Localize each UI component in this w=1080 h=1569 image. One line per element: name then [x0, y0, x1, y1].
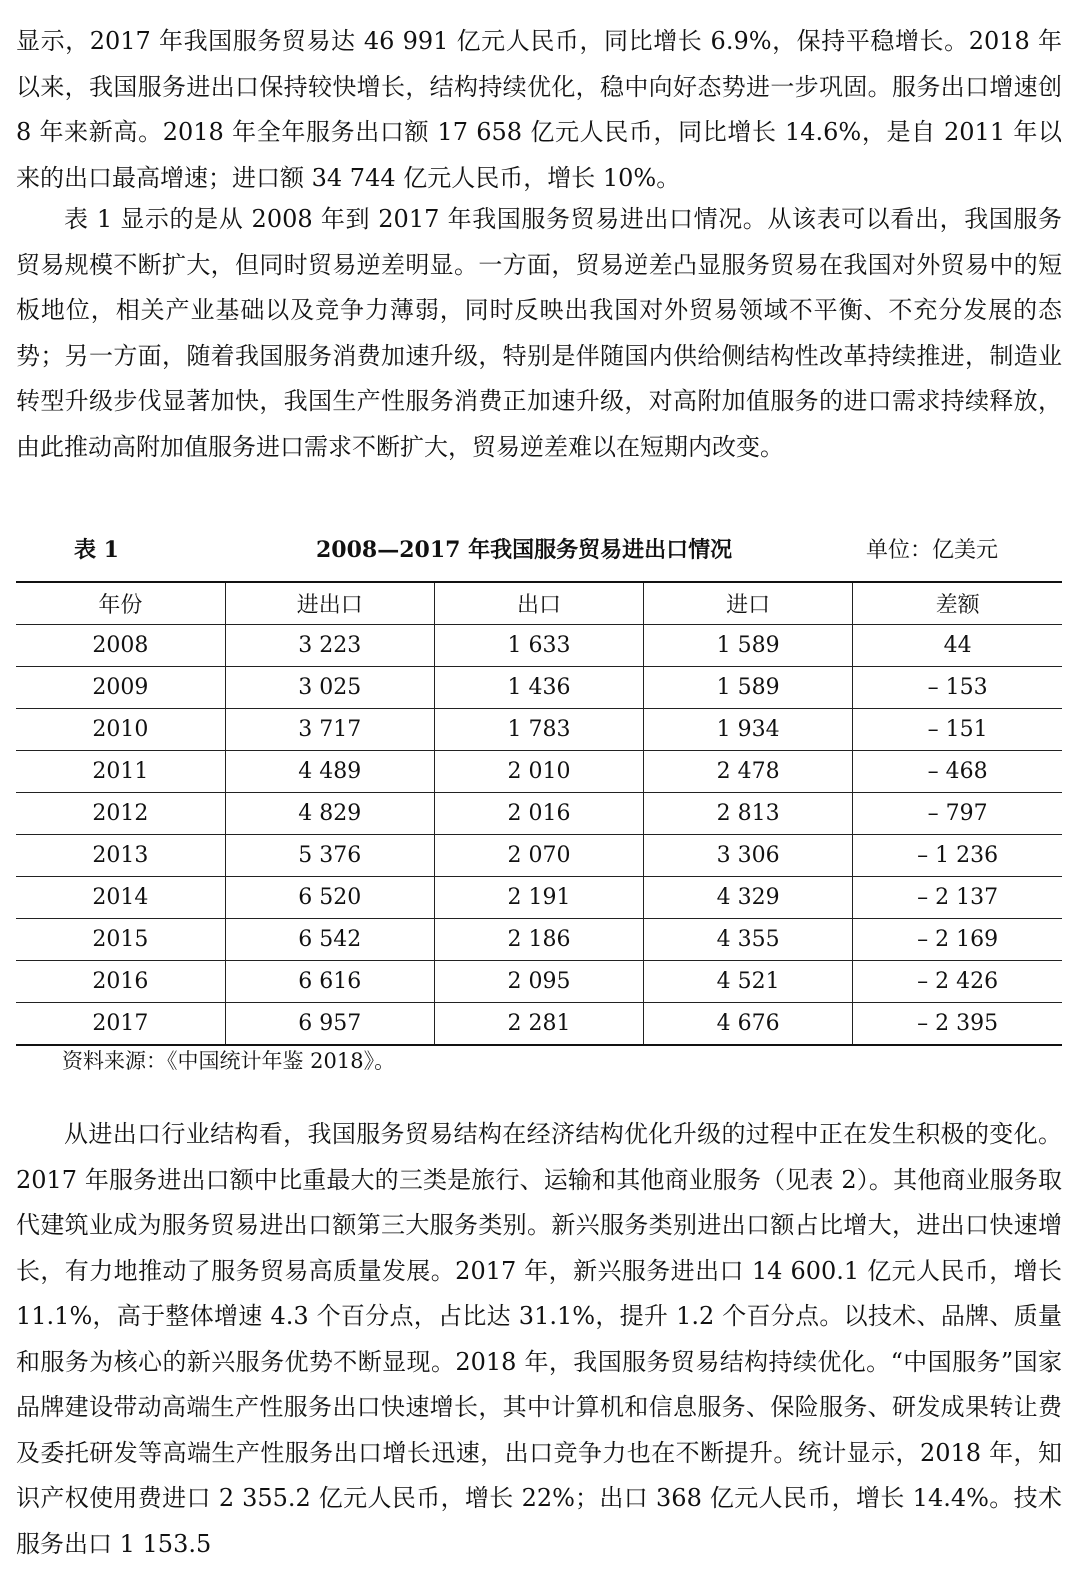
cell-year: 2009 [16, 667, 225, 709]
cell-total: 6 520 [225, 877, 434, 919]
cell-year: 2008 [16, 625, 225, 667]
cell-total: 6 957 [225, 1003, 434, 1046]
cell-export: 1 436 [434, 667, 643, 709]
cell-export: 1 633 [434, 625, 643, 667]
cell-balance: – 468 [853, 751, 1062, 793]
cell-year: 2011 [16, 751, 225, 793]
cell-export: 2 016 [434, 793, 643, 835]
table-row [16, 919, 1062, 961]
cell-import: 3 306 [644, 835, 853, 877]
cell-import: 4 355 [644, 919, 853, 961]
paragraph-3: 从进出口行业结构看，我国服务贸易结构在经济结构优化升级的过程中正在发生积极的变化。2017 年服务进出口额中比重最大的三类是旅行、运输和其他商业服务（见表 2）。其他商业服务取代建筑业成为服务贸易进出口额第三大服务类别。新兴服务类别进出口额占比增大，进出口快速增长，有力地推动了服务贸易高质量发展。2017 年，新兴服务进出口 14 600.1 亿元人民币，增长 11.1%，高于整体增速 4.3 个百分点，占比达 31.1%，提升 1.2 个百分点。以技术、品牌、质量和服务为核心的新兴服务优势不断显现。2018 年，我国服务贸易结构持续优化。“中国服务”国家品牌建设带动高端生产性服务出口快速增长，其中计算机和信息服务、保险服务、研发成果转让费及委托研发等高端生产性服务出口增长迅速，出口竞争力也在不断提升。统计显示，2018 年，知识产权使用费进口 2 355.2 亿元人民币，增长 22%；出口 368 亿元人民币，增长 14.4%。技术服务出口 1 153.5 [16, 1120, 1062, 1558]
table-row [16, 751, 1062, 793]
table-row [16, 961, 1062, 1003]
cell-export: 2 070 [434, 835, 643, 877]
cell-import: 4 521 [644, 961, 853, 1003]
table-body [16, 625, 1062, 1046]
table-row [16, 625, 1062, 667]
cell-balance: – 2 426 [853, 961, 1062, 1003]
cell-year: 2016 [16, 961, 225, 1003]
table-row [16, 1003, 1062, 1046]
cell-balance: – 151 [853, 709, 1062, 751]
table-caption [16, 533, 1062, 565]
cell-import: 2 813 [644, 793, 853, 835]
cell-year: 2015 [16, 919, 225, 961]
table-source: 资料来源：《中国统计年鉴 2018》。 [62, 1049, 396, 1073]
table-unit: 单位：亿美元 [866, 538, 999, 563]
cell-import: 4 329 [644, 877, 853, 919]
cell-balance: – 797 [853, 793, 1062, 835]
header-export: 出口 [434, 582, 643, 625]
cell-total: 4 829 [225, 793, 434, 835]
header-balance: 差额 [853, 582, 1062, 625]
cell-export: 1 783 [434, 709, 643, 751]
cell-export: 2 281 [434, 1003, 643, 1046]
cell-total: 3 025 [225, 667, 434, 709]
table-row [16, 667, 1062, 709]
cell-total: 3 223 [225, 625, 434, 667]
cell-export: 2 095 [434, 961, 643, 1003]
table-header-row [16, 582, 1062, 625]
table-row [16, 835, 1062, 877]
cell-total: 6 542 [225, 919, 434, 961]
cell-year: 2010 [16, 709, 225, 751]
cell-balance: – 2 137 [853, 877, 1062, 919]
cell-import: 1 589 [644, 625, 853, 667]
cell-export: 2 191 [434, 877, 643, 919]
paragraph-1: 显示，2017 年我国服务贸易达 46 991 亿元人民币，同比增长 6.9%，保持平稳增长。2018 年以来，我国服务进出口保持较快增长，结构持续优化，稳中向好态势进一步巩固。服务出口增速创 8 年来新高。2018 年全年服务出口额 17 658 亿元人民币，同比增长 14.6%，是自 2011 年以来的出口最高增速；进口额 34 744 亿元人民币，增长 10%。 [16, 27, 1062, 192]
cell-import: 4 676 [644, 1003, 853, 1046]
cell-total: 4 489 [225, 751, 434, 793]
cell-import: 2 478 [644, 751, 853, 793]
cell-balance: – 2 169 [853, 919, 1062, 961]
table-row [16, 793, 1062, 835]
cell-import: 1 589 [644, 667, 853, 709]
table-label: 表 1 [74, 537, 119, 563]
cell-total: 6 616 [225, 961, 434, 1003]
table-row [16, 709, 1062, 751]
paragraph-2: 表 1 显示的是从 2008 年到 2017 年我国服务贸易进出口情况。从该表可以看出，我国服务贸易规模不断扩大，但同时贸易逆差明显。一方面，贸易逆差凸显服务贸易在我国对外贸易中的短板地位，相关产业基础以及竞争力薄弱，同时反映出我国对外贸易领域不平衡、不充分发展的态势；另一方面，随着我国服务消费加速升级，特别是伴随国内供给侧结构性改革持续推进，制造业转型升级步伐显著加快，我国生产性服务消费正加速升级，对高附加值服务的进口需求持续释放，由此推动高附加值服务进口需求不断扩大，贸易逆差难以在短期内改变。 [16, 205, 1062, 461]
cell-balance: – 1 236 [853, 835, 1062, 877]
cell-export: 2 186 [434, 919, 643, 961]
header-import: 进口 [644, 582, 853, 625]
cell-year: 2017 [16, 1003, 225, 1046]
cell-import: 1 934 [644, 709, 853, 751]
table-row [16, 877, 1062, 919]
table-title: 2008—2017 年我国服务贸易进出口情况 [316, 537, 733, 563]
cell-year: 2014 [16, 877, 225, 919]
header-year: 年份 [16, 582, 225, 625]
cell-year: 2013 [16, 835, 225, 877]
trade-table [16, 581, 1062, 1046]
cell-total: 5 376 [225, 835, 434, 877]
header-total: 进出口 [225, 582, 434, 625]
cell-year: 2012 [16, 793, 225, 835]
cell-balance: – 153 [853, 667, 1062, 709]
cell-balance: 44 [853, 625, 1062, 667]
cell-export: 2 010 [434, 751, 643, 793]
cell-total: 3 717 [225, 709, 434, 751]
cell-balance: – 2 395 [853, 1003, 1062, 1046]
